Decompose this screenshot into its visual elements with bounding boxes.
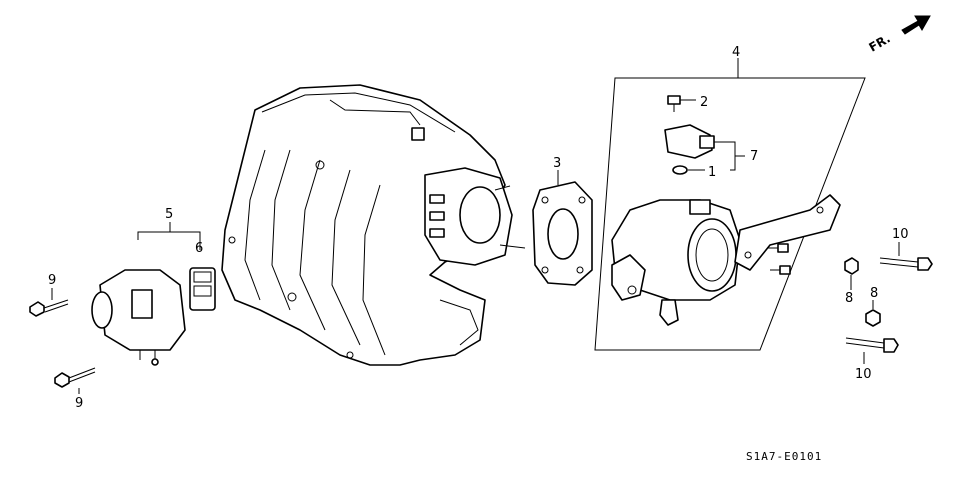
callout-10-upper: 10	[892, 227, 909, 242]
bolt-10-upper	[880, 258, 932, 270]
nut-8-upper	[845, 258, 858, 274]
callout-1: 1	[708, 165, 717, 180]
nut-8-lower	[866, 310, 880, 326]
callout-8-lower: 8	[870, 286, 879, 301]
front-arrow-icon	[902, 16, 930, 34]
idle-air-control-valve	[92, 270, 185, 365]
bolt-9-upper	[30, 300, 68, 316]
throttle-position-sensor	[665, 125, 745, 170]
bolt-9-lower	[55, 368, 95, 387]
screw-2	[668, 96, 696, 112]
throttle-body-gasket	[533, 182, 592, 285]
throttle-cable-bracket	[735, 195, 840, 270]
manifold-throttle-flange	[425, 168, 525, 265]
callout-10-lower: 10	[855, 367, 872, 382]
o-ring-1	[673, 166, 705, 174]
callout-7: 7	[750, 149, 759, 164]
leader-5	[138, 232, 200, 250]
iac-valve-gasket	[190, 268, 215, 310]
bracket-bolt-b	[770, 266, 790, 274]
callout-2: 2	[700, 95, 709, 110]
callout-9-lower: 9	[75, 396, 84, 411]
callout-6: 6	[195, 241, 204, 256]
callout-8-upper: 8	[845, 291, 854, 306]
callout-4: 4	[732, 45, 741, 60]
callout-5: 5	[165, 207, 174, 222]
throttle-body	[612, 200, 740, 325]
bolt-10-lower	[846, 338, 898, 352]
diagram-code: S1A7-E0101	[746, 450, 823, 463]
callout-9-upper: 9	[48, 273, 57, 288]
front-direction-indicator	[867, 16, 931, 55]
callout-3: 3	[553, 156, 562, 171]
front-direction-label: FR.	[866, 31, 893, 55]
